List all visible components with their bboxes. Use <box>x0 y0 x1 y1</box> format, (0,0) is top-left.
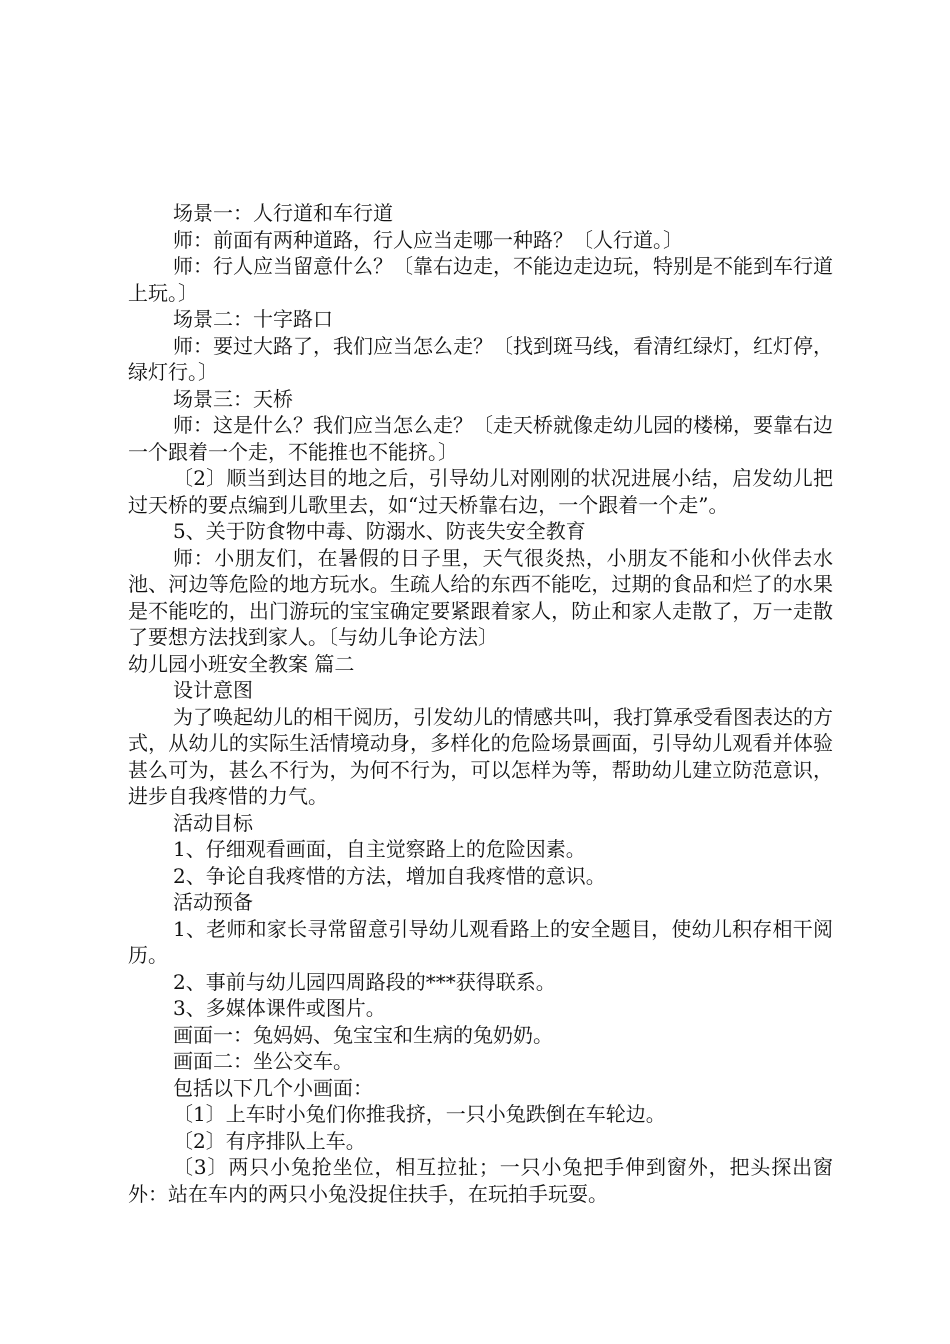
paragraph: 师：要过大路了，我们应当怎么走？〔找到斑马线，看清红绿灯，红灯停，绿灯行。〕 <box>128 333 833 384</box>
paragraph: 师：小朋友们，在暑假的日子里，天气很炎热，小朋友不能和小伙伴去水池、河边等危险的地方玩水。生疏人给的东西不能吃，过期的食品和烂了的水果是不能吃的，出门游玩的宝宝确定要紧跟着家人，防止和家人走散了，万一走散了要想方法找到家人。〔与幼儿争论方法〕 <box>128 545 833 649</box>
paragraph: 活动目标 <box>173 810 253 835</box>
paragraph: 画面二：坐公交车。 <box>173 1049 353 1073</box>
paragraph: 〔3〕两只小兔抢坐位，相互拉扯；一只小兔把手伸到窗外，把头探出窗外：站在车内的两只小兔没捉住扶手，在玩拍手玩耍。 <box>128 1155 833 1206</box>
paragraph: 活动预备 <box>173 890 253 914</box>
paragraph: 师：前面有两种道路，行人应当走哪一种路？〔人行道。〕 <box>173 227 683 252</box>
paragraph: 设计意图 <box>173 678 253 702</box>
paragraph: 画面一：兔妈妈、兔宝宝和生病的兔奶奶。 <box>173 1022 553 1047</box>
paragraph: 幼儿园小班安全教案 篇二 <box>128 651 355 676</box>
paragraph: 场景二：十字路口 <box>173 307 333 331</box>
paragraph: 3、多媒体课件或图片。 <box>173 996 386 1020</box>
paragraph: 师：这是什么？我们应当怎么走？〔走天桥就像走幼儿园的楼梯，要靠右边一个跟着一个走，不能推也不能挤。〕 <box>128 413 833 464</box>
paragraph: 〔2〕顺当到达目的地之后，引导幼儿对刚刚的状况进展小结，启发幼儿把过天桥的要点编到儿歌里去，如“过天桥靠右边，一个跟着一个走”。 <box>128 466 833 517</box>
paragraph: 为了唤起幼儿的相干阅历，引发幼儿的情感共叫，我打算承受看图表达的方式，从幼儿的实际生活情境动身，多样化的危险场景画面，引导幼儿观看并体验甚么可为，甚么不行为，为何不行为，可以怎样为等，帮助幼儿建立防范意识，进步自我疼惜的力气。 <box>128 704 833 808</box>
paragraph: 1、老师和家长寻常留意引导幼儿观看路上的安全题目，使幼儿积存相干阅历。 <box>128 916 833 967</box>
paragraph: 师：行人应当留意什么？〔靠右边走，不能边走边玩，特别是不能到车行道上玩。〕 <box>128 254 833 305</box>
paragraph: 5、关于防食物中毒、防溺水、防丧失安全教育 <box>173 519 586 543</box>
paragraph: 包括以下几个小画面： <box>173 1075 373 1100</box>
paragraph: 2、争论自我疼惜的方法，增加自我疼惜的意识。 <box>173 863 606 888</box>
paragraph: 〔2〕有序排队上车。 <box>173 1128 366 1153</box>
paragraph: 2、事前与幼儿园四周路段的***获得联系。 <box>173 969 556 994</box>
paragraph: 〔1〕上车时小兔们你推我挤，一只小兔跌倒在车轮边。 <box>173 1102 666 1126</box>
paragraph: 场景一：人行道和车行道 <box>173 201 393 225</box>
paragraph: 场景三：天桥 <box>173 386 293 411</box>
paragraph: 1、仔细观看画面，自主觉察路上的危险因素。 <box>173 837 586 861</box>
document-body <box>128 200 833 1207</box>
